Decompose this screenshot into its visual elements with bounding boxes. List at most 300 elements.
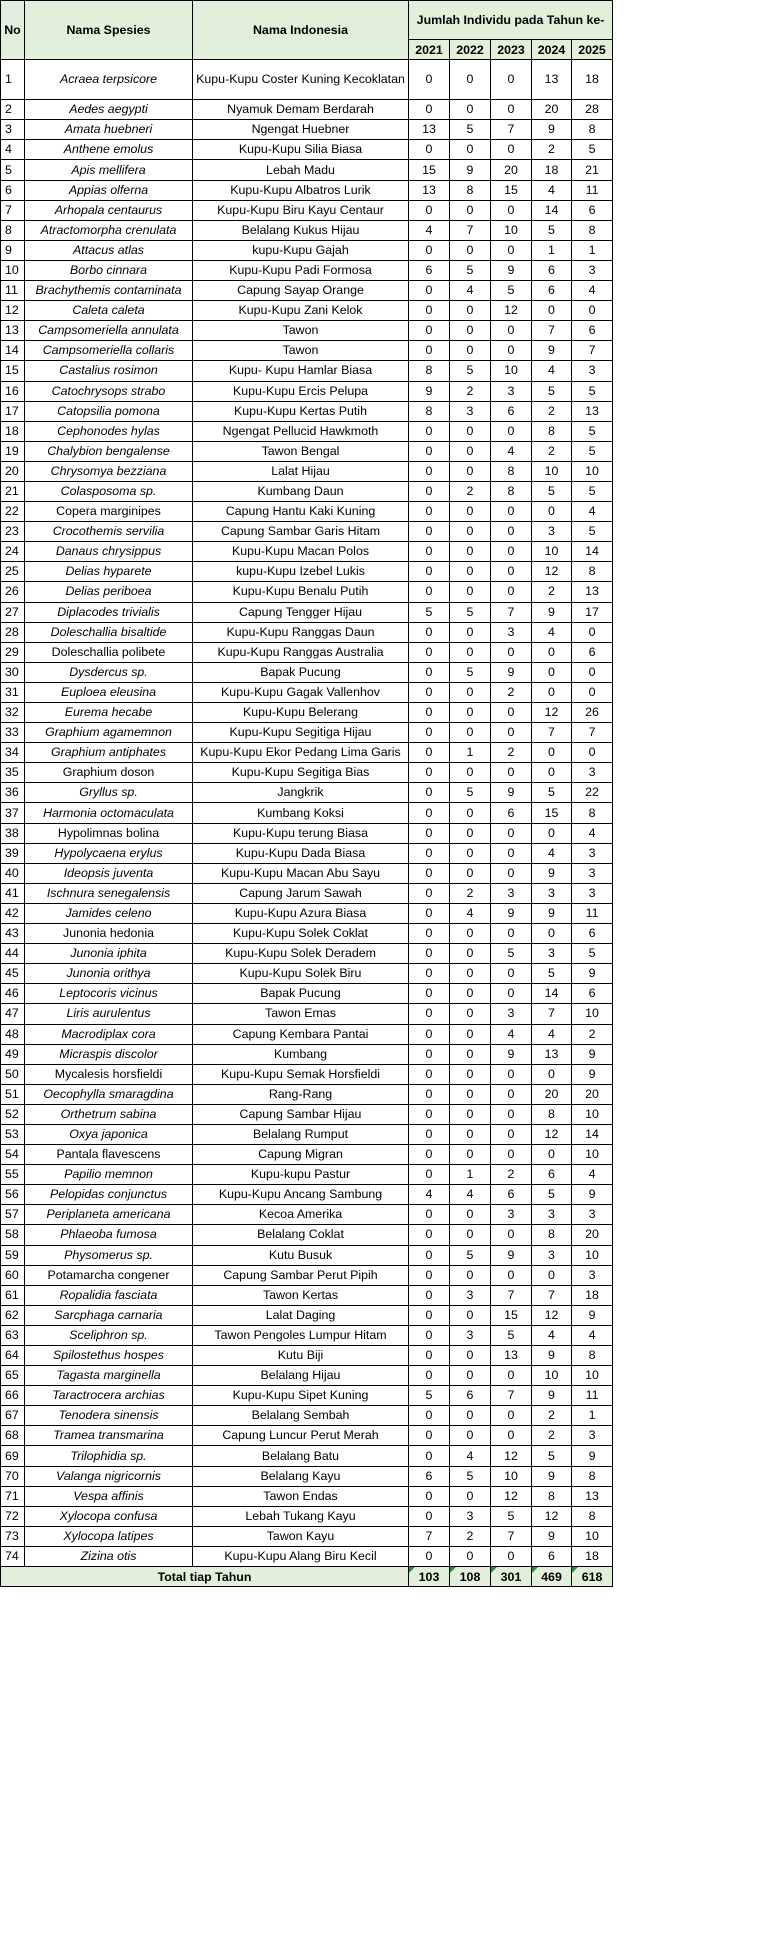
table-row [1,1506,613,1526]
count-value: 4 [532,622,572,642]
table-row [1,924,613,944]
count-value: 0 [450,100,491,120]
count-value: 0 [491,703,532,723]
scientific-name: Amata huebneri [25,120,193,140]
count-value: 0 [409,1346,450,1366]
row-number: 23 [1,522,25,542]
count-value: 0 [491,1064,532,1084]
count-value: 0 [409,1305,450,1325]
scientific-name: Macrodiplax cora [25,1024,193,1044]
count-value: 0 [491,100,532,120]
count-value: 0 [450,1486,491,1506]
indonesian-name: Kupu- Kupu Hamlar Biasa [193,361,409,381]
count-value: 12 [532,1506,572,1526]
count-value: 5 [409,1386,450,1406]
count-value: 13 [532,60,572,100]
count-value: 8 [450,180,491,200]
row-number: 65 [1,1366,25,1386]
indonesian-name: Kumbang Daun [193,481,409,501]
count-value: 0 [491,502,532,522]
count-value: 0 [450,924,491,944]
count-value: 6 [491,803,532,823]
row-number: 43 [1,924,25,944]
row-number: 17 [1,401,25,421]
count-value: 0 [491,1084,532,1104]
indonesian-name: Tawon [193,321,409,341]
row-number: 73 [1,1526,25,1546]
row-number: 54 [1,1145,25,1165]
indonesian-name: Tawon [193,341,409,361]
table-row [1,542,613,562]
indonesian-name: Capung Tengger Hijau [193,602,409,622]
count-value: 1 [572,1406,613,1426]
indonesian-name: Kupu-Kupu Alang Biru Kecil [193,1546,409,1566]
row-number: 66 [1,1386,25,1406]
table-row [1,321,613,341]
row-number: 40 [1,863,25,883]
count-value: 0 [491,421,532,441]
scientific-name: Ideopsis juventa [25,863,193,883]
indonesian-name: Kutu Biji [193,1346,409,1366]
table-footer [1,1567,613,1587]
table-row [1,863,613,883]
count-value: 0 [532,642,572,662]
count-value: 0 [450,1346,491,1366]
indonesian-name: Capung Sambar Hijau [193,1104,409,1124]
count-value: 5 [450,361,491,381]
count-value: 0 [409,502,450,522]
scientific-name: Graphium agamemnon [25,723,193,743]
scientific-name: Delias hyparete [25,562,193,582]
scientific-name: Graphium doson [25,763,193,783]
row-number: 30 [1,662,25,682]
count-value: 0 [409,281,450,301]
table-row [1,281,613,301]
indonesian-name: Kupu-Kupu Coster Kuning Kecoklatan [193,60,409,100]
count-value: 5 [572,441,613,461]
count-value: 0 [450,763,491,783]
indonesian-name: Kupu-Kupu Ekor Pedang Lima Garis [193,743,409,763]
table-row [1,522,613,542]
count-value: 14 [572,542,613,562]
count-value: 7 [450,220,491,240]
count-value: 4 [491,441,532,461]
row-number: 38 [1,823,25,843]
count-value: 5 [572,421,613,441]
count-value: 0 [491,341,532,361]
count-value: 6 [450,1386,491,1406]
table-row [1,1024,613,1044]
count-value: 12 [532,1124,572,1144]
indonesian-name: Kupu-Kupu Zani Kelok [193,301,409,321]
count-value: 0 [409,763,450,783]
count-value: 0 [450,863,491,883]
table-row [1,783,613,803]
count-value: 0 [450,723,491,743]
count-value: 0 [491,863,532,883]
indonesian-name: Kecoa Amerika [193,1205,409,1225]
table-row [1,763,613,783]
row-number: 3 [1,120,25,140]
scientific-name: Chrysomya bezziana [25,461,193,481]
count-value: 5 [572,481,613,501]
count-value: 2 [450,1526,491,1546]
row-number: 64 [1,1346,25,1366]
table-row [1,602,613,622]
row-number: 8 [1,220,25,240]
count-value: 9 [572,1064,613,1084]
count-value: 14 [532,984,572,1004]
row-number: 49 [1,1044,25,1064]
count-value: 6 [409,260,450,280]
count-value: 0 [450,562,491,582]
total-label: Total tiap Tahun [1,1567,409,1587]
count-value: 8 [409,401,450,421]
row-number: 15 [1,361,25,381]
count-value: 0 [409,863,450,883]
count-value: 4 [532,843,572,863]
indonesian-name: Tawon Kertas [193,1285,409,1305]
count-value: 12 [532,1305,572,1325]
scientific-name: Euploea eleusina [25,682,193,702]
count-value: 11 [572,1386,613,1406]
count-value: 0 [409,964,450,984]
header-no: No [1,1,25,60]
indonesian-name: Kupu-Kupu terung Biasa [193,823,409,843]
count-value: 4 [450,903,491,923]
count-value: 5 [532,220,572,240]
count-value: 0 [450,622,491,642]
count-value: 0 [532,502,572,522]
table-row [1,1104,613,1124]
count-value: 0 [450,843,491,863]
count-value: 3 [572,1426,613,1446]
table-row [1,200,613,220]
count-value: 0 [491,522,532,542]
scientific-name: Valanga nigricornis [25,1466,193,1486]
count-value: 2 [532,1406,572,1426]
scientific-name: Apis mellifera [25,160,193,180]
count-value: 8 [532,1225,572,1245]
count-value: 3 [572,883,613,903]
count-value: 3 [572,863,613,883]
count-value: 0 [532,1145,572,1165]
header-indonesian-name: Nama Indonesia [193,1,409,60]
scientific-name: Potamarcha congener [25,1265,193,1285]
count-value: 0 [491,984,532,1004]
indonesian-name: Capung Sambar Garis Hitam [193,522,409,542]
count-value: 0 [409,1024,450,1044]
scientific-name: Phlaeoba fumosa [25,1225,193,1245]
scientific-name: Tagasta marginella [25,1366,193,1386]
count-value: 9 [532,1346,572,1366]
row-number: 29 [1,642,25,662]
count-value: 0 [491,542,532,562]
count-value: 5 [532,783,572,803]
count-value: 0 [450,301,491,321]
count-value: 18 [572,1546,613,1566]
table-row [1,1406,613,1426]
count-value: 5 [450,602,491,622]
scientific-name: Gryllus sp. [25,783,193,803]
count-value: 0 [491,763,532,783]
table-row [1,502,613,522]
row-number: 2 [1,100,25,120]
count-value: 0 [409,984,450,1004]
count-value: 10 [572,1366,613,1386]
row-number: 39 [1,843,25,863]
total-value: 469 [532,1567,572,1587]
count-value: 0 [491,140,532,160]
count-value: 9 [491,662,532,682]
count-value: 9 [450,160,491,180]
scientific-name: Tramea transmarina [25,1426,193,1446]
count-value: 5 [450,120,491,140]
count-value: 2 [532,401,572,421]
count-value: 0 [409,60,450,100]
count-value: 28 [572,100,613,120]
table-row [1,401,613,421]
count-value: 3 [450,401,491,421]
row-number: 37 [1,803,25,823]
count-value: 0 [532,763,572,783]
row-number: 7 [1,200,25,220]
count-value: 0 [532,1064,572,1084]
indonesian-name: Kupu-Kupu Solek Biru [193,964,409,984]
row-number: 41 [1,883,25,903]
table-row [1,1366,613,1386]
count-value: 22 [572,783,613,803]
indonesian-name: Belalang Sembah [193,1406,409,1426]
count-value: 11 [572,903,613,923]
row-number: 50 [1,1064,25,1084]
count-value: 5 [532,381,572,401]
count-value: 15 [491,1305,532,1325]
count-value: 14 [572,1124,613,1144]
row-number: 21 [1,481,25,501]
scientific-name: Leptocoris vicinus [25,984,193,1004]
indonesian-name: Nyamuk Demam Berdarah [193,100,409,120]
count-value: 0 [409,1205,450,1225]
indonesian-name: Tawon Emas [193,1004,409,1024]
count-value: 20 [532,1084,572,1104]
scientific-name: Brachythemis contaminata [25,281,193,301]
count-value: 9 [532,120,572,140]
count-value: 10 [572,1245,613,1265]
table-row [1,984,613,1004]
count-value: 12 [491,1446,532,1466]
scientific-name: Pelopidas conjunctus [25,1185,193,1205]
count-value: 0 [409,1165,450,1185]
count-value: 8 [572,562,613,582]
count-value: 12 [532,703,572,723]
row-number: 22 [1,502,25,522]
row-number: 18 [1,421,25,441]
count-value: 5 [572,944,613,964]
count-value: 0 [409,140,450,160]
row-number: 57 [1,1205,25,1225]
count-value: 0 [450,1064,491,1084]
count-value: 0 [491,964,532,984]
indonesian-name: Kupu-kupu Pastur [193,1165,409,1185]
count-value: 5 [409,602,450,622]
count-value: 0 [409,783,450,803]
count-value: 10 [572,1104,613,1124]
indonesian-name: kupu-Kupu Izebel Lukis [193,562,409,582]
count-value: 0 [409,1426,450,1446]
count-value: 0 [450,984,491,1004]
indonesian-name: Capung Jarum Sawah [193,883,409,903]
count-value: 8 [409,361,450,381]
count-value: 9 [532,863,572,883]
total-value: 103 [409,1567,450,1587]
count-value: 4 [572,281,613,301]
count-value: 1 [532,240,572,260]
count-value: 7 [409,1526,450,1546]
scientific-name: Harmonia octomaculata [25,803,193,823]
total-value: 108 [450,1567,491,1587]
count-value: 5 [450,260,491,280]
scientific-name: Colasposoma sp. [25,481,193,501]
count-value: 9 [491,783,532,803]
indonesian-name: Tawon Bengal [193,441,409,461]
scientific-name: Eurema hecabe [25,703,193,723]
count-value: 0 [491,200,532,220]
count-value: 0 [450,1426,491,1446]
count-value: 5 [450,783,491,803]
indonesian-name: Kupu-Kupu Ranggas Daun [193,622,409,642]
table-row [1,1225,613,1245]
indonesian-name: Kupu-Kupu Benalu Putih [193,582,409,602]
count-value: 7 [491,1285,532,1305]
count-value: 0 [491,1366,532,1386]
indonesian-name: Kupu-Kupu Sipet Kuning [193,1386,409,1406]
count-value: 0 [409,1064,450,1084]
count-value: 6 [532,281,572,301]
count-value: 3 [572,1205,613,1225]
count-value: 0 [450,964,491,984]
count-value: 13 [532,1044,572,1064]
count-value: 0 [450,200,491,220]
table-row [1,743,613,763]
count-value: 0 [409,461,450,481]
row-number: 45 [1,964,25,984]
scientific-name: Chalybion bengalense [25,441,193,461]
count-value: 8 [532,421,572,441]
row-number: 72 [1,1506,25,1526]
row-number: 28 [1,622,25,642]
count-value: 7 [532,1004,572,1024]
count-value: 4 [450,1185,491,1205]
row-number: 19 [1,441,25,461]
scientific-name: Taractrocera archias [25,1386,193,1406]
count-value: 20 [491,160,532,180]
row-number: 9 [1,240,25,260]
count-value: 4 [409,1185,450,1205]
count-value: 0 [409,542,450,562]
count-value: 8 [572,1346,613,1366]
count-value: 3 [532,944,572,964]
count-value: 2 [532,140,572,160]
table-row [1,220,613,240]
scientific-name: Periplaneta americana [25,1205,193,1225]
row-number: 60 [1,1265,25,1285]
row-number: 24 [1,542,25,562]
count-value: 6 [572,200,613,220]
count-value: 2 [450,883,491,903]
count-value: 7 [491,120,532,140]
count-value: 0 [409,301,450,321]
indonesian-name: Lalat Daging [193,1305,409,1325]
count-value: 2 [532,441,572,461]
row-number: 63 [1,1325,25,1345]
count-value: 21 [572,160,613,180]
count-value: 13 [572,1486,613,1506]
count-value: 0 [450,542,491,562]
indonesian-name: Tawon Endas [193,1486,409,1506]
indonesian-name: Kupu-Kupu Segitiga Bias [193,763,409,783]
row-number: 44 [1,944,25,964]
count-value: 8 [572,220,613,240]
count-value: 0 [409,562,450,582]
count-value: 18 [572,60,613,100]
count-value: 0 [491,843,532,863]
count-value: 0 [409,1486,450,1506]
count-value: 0 [409,642,450,662]
scientific-name: Liris aurulentus [25,1004,193,1024]
count-value: 5 [491,944,532,964]
count-value: 0 [450,582,491,602]
count-value: 9 [409,381,450,401]
count-value: 5 [450,662,491,682]
count-value: 2 [491,682,532,702]
count-value: 0 [450,823,491,843]
count-value: 0 [572,662,613,682]
count-value: 3 [572,763,613,783]
count-value: 2 [450,481,491,501]
table-row [1,1245,613,1265]
table-row [1,883,613,903]
count-value: 2 [572,1024,613,1044]
count-value: 4 [532,1024,572,1044]
row-number: 26 [1,582,25,602]
count-value: 0 [450,703,491,723]
count-value: 0 [450,1205,491,1225]
row-number: 74 [1,1546,25,1566]
scientific-name: Sarcphaga carnaria [25,1305,193,1325]
indonesian-name: Kupu-Kupu Macan Abu Sayu [193,863,409,883]
row-number: 48 [1,1024,25,1044]
table-row [1,1285,613,1305]
indonesian-name: Kupu-Kupu Gagak Vallenhov [193,682,409,702]
table-row [1,361,613,381]
indonesian-name: Lebah Tukang Kayu [193,1506,409,1526]
count-value: 0 [450,1305,491,1325]
count-value: 3 [532,883,572,903]
scientific-name: Doleschallia polibete [25,642,193,662]
scientific-name: Ischnura senegalensis [25,883,193,903]
count-value: 0 [491,1145,532,1165]
table-body [1,60,613,1567]
table-row [1,60,613,100]
count-value: 0 [409,944,450,964]
count-value: 0 [450,441,491,461]
count-value: 0 [450,461,491,481]
count-value: 3 [532,1245,572,1265]
count-value: 8 [572,1506,613,1526]
count-value: 18 [532,160,572,180]
count-value: 10 [572,1145,613,1165]
